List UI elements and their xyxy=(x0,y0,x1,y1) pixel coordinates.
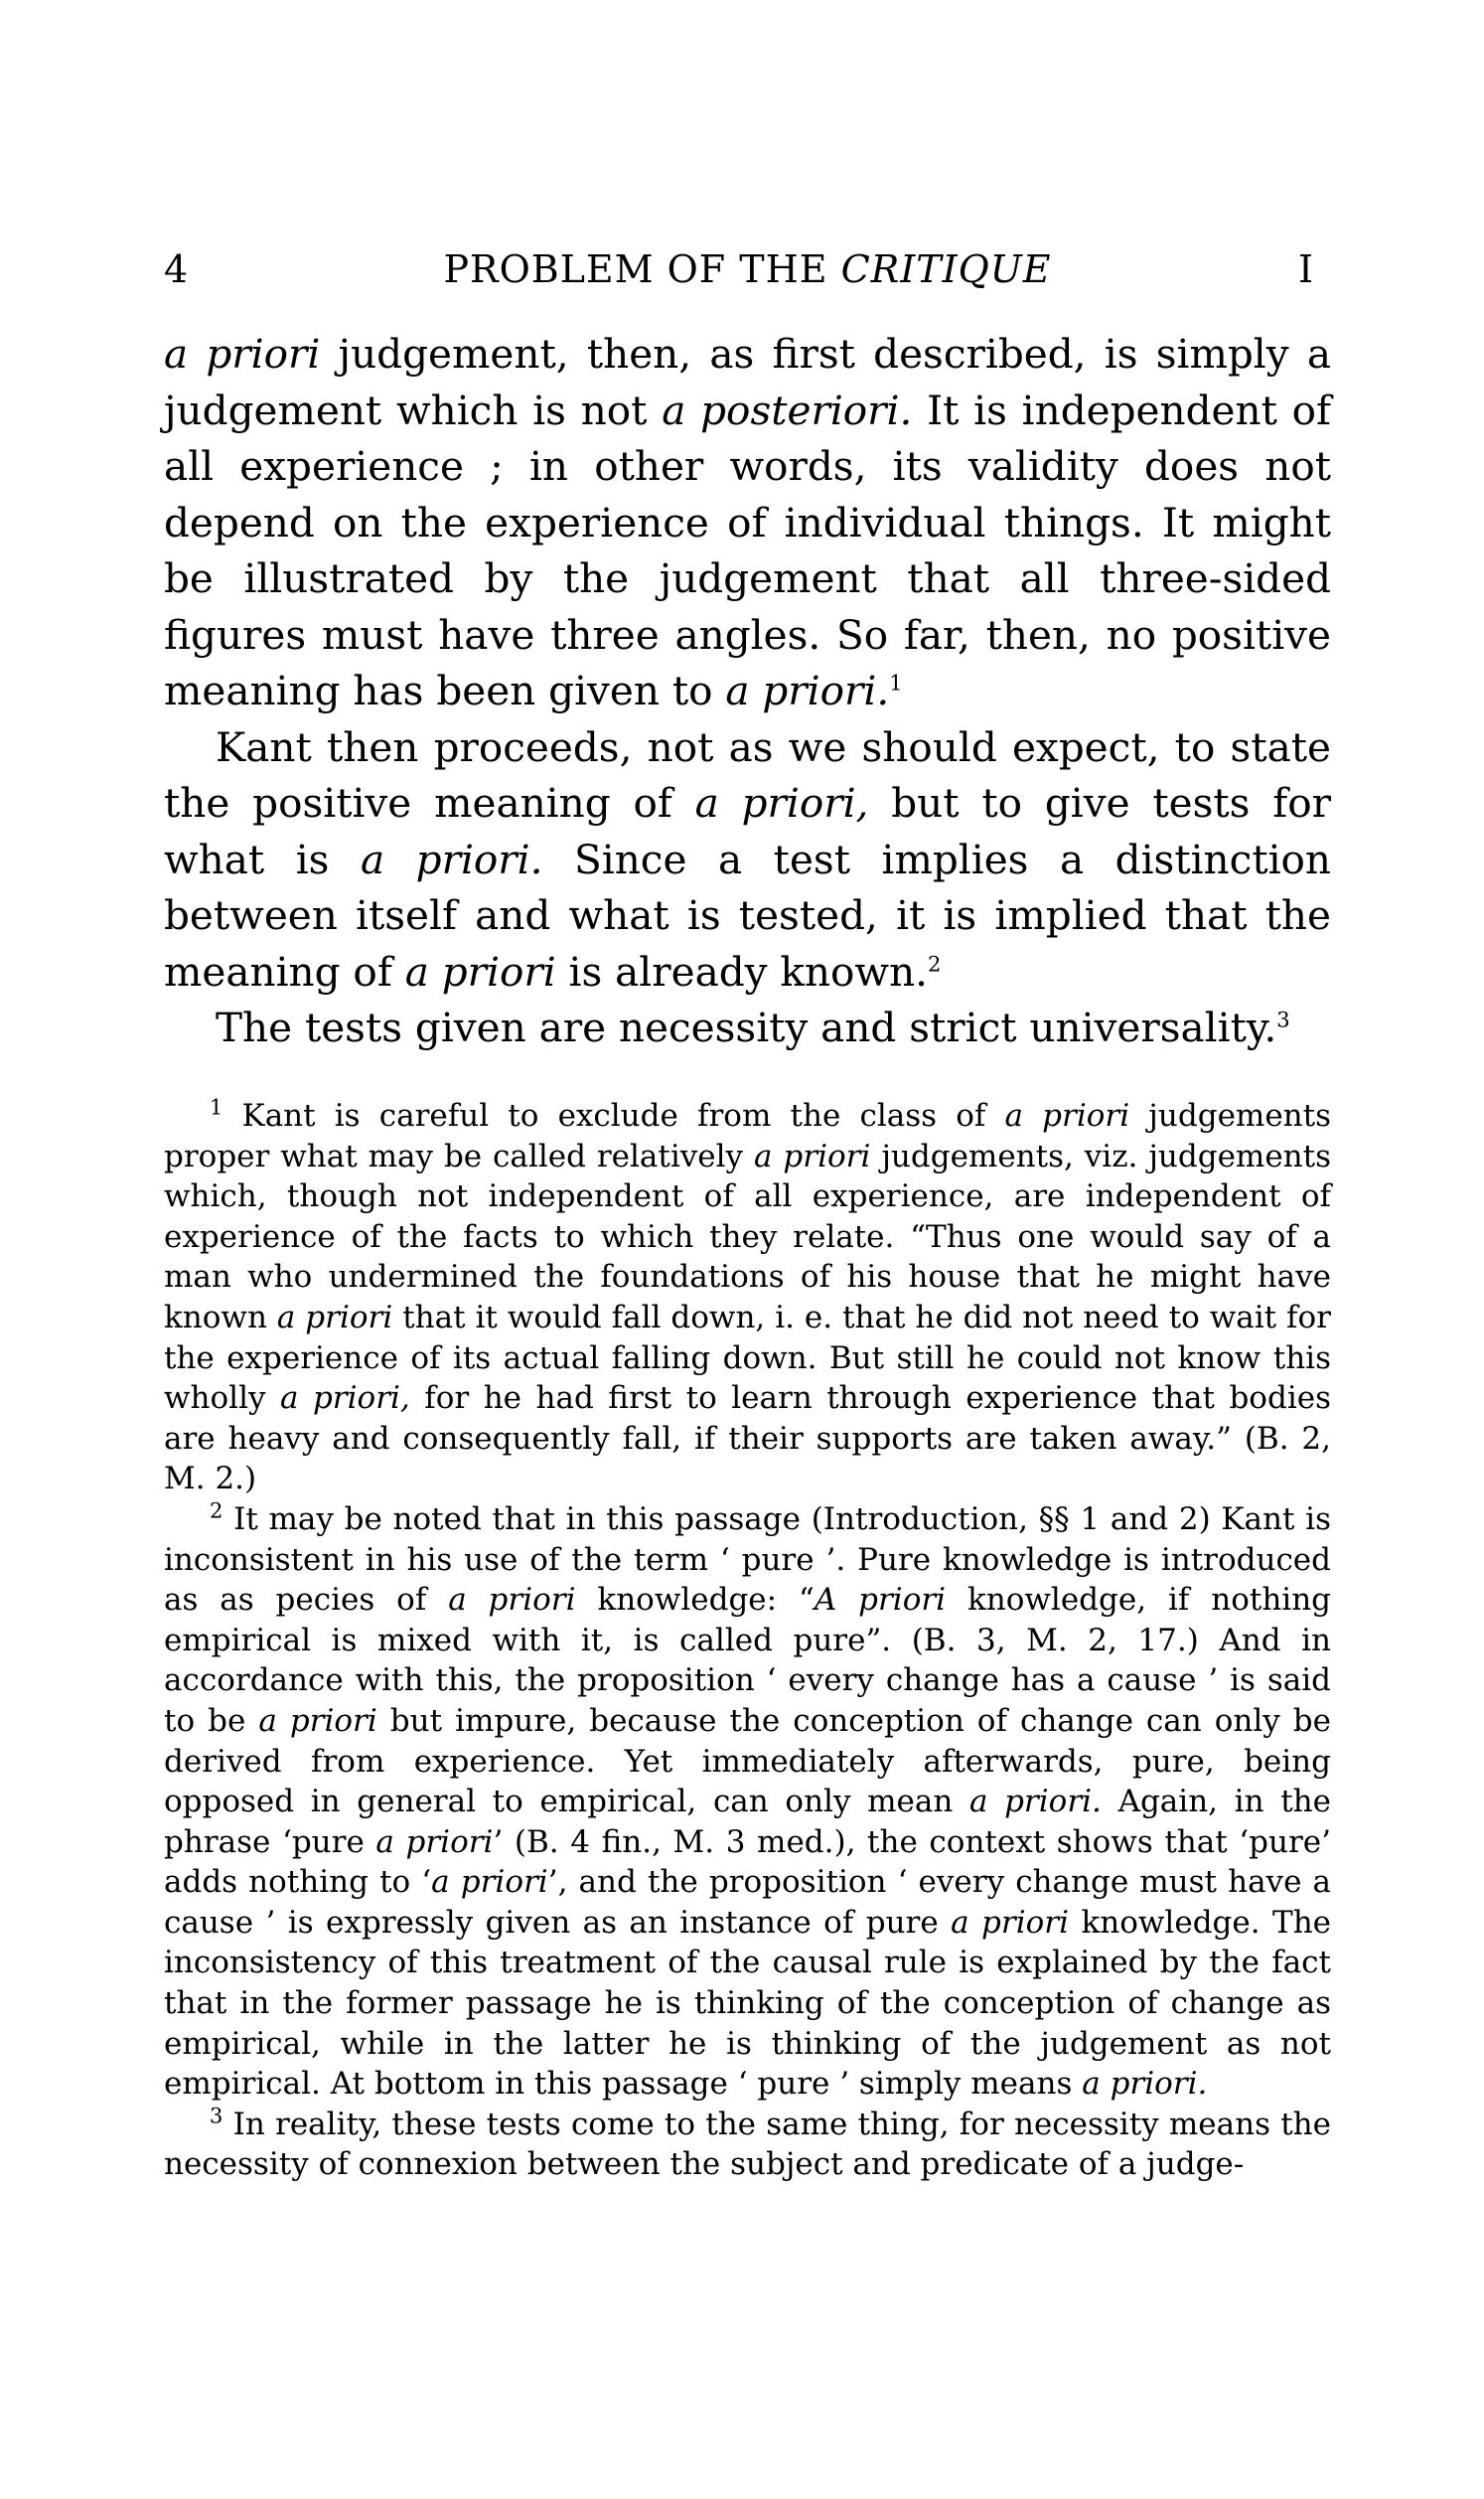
footnote-2 xyxy=(164,1499,1331,2105)
paragraph-3 xyxy=(164,1000,1331,1056)
italic-term: a priori xyxy=(1004,1098,1130,1134)
text-span: Kant is careful to exclude from the class of xyxy=(223,1098,1005,1134)
text-span: that it would fall down, i. e. that he did not need to wait for the experience of its actual falling down. But still he could not know this wholly xyxy=(164,1299,1331,1417)
text-span: The tests given are necessity and strict universality. xyxy=(216,1004,1277,1051)
italic-term: a priori xyxy=(754,1138,871,1174)
footnote-1 xyxy=(164,1096,1331,1499)
text-span: In reality, these tests come to the same thing, for necessity means the necessity of connexion between the subject and predicate of a judge- xyxy=(164,2106,1331,2183)
text-span: ’, and the proposition ‘ every change must have a cause ’ is expressly given as an instance of pure xyxy=(164,1864,1331,1941)
text-span: but impure, because the conception of change can only be derived from experience. Yet immediately afterwards, pure, being opposed in general to empirical, can only mean xyxy=(164,1702,1331,1820)
page-number: 4 xyxy=(164,247,189,291)
text-span: It is independent of all experience ; in other words, its validity does not depend on the experience of individual things. It might be illustrated by the judgement that all three-sided figures must have three angles. So far, then, no positive meaning has been given to xyxy=(164,386,1331,714)
italic-term: a priori, xyxy=(280,1380,410,1417)
footnote-number: 2 xyxy=(210,1498,223,1523)
italic-term: a posteriori. xyxy=(662,386,913,434)
italic-term: A priori xyxy=(814,1582,947,1619)
text-span: Since a test implies a distinction between itself and what is tested, it is implied that the meaning of xyxy=(164,835,1332,996)
footnote-ref-3: 3 xyxy=(1276,1008,1290,1032)
text-span: It may be noted that in this passage (Introduction, §§ 1 and 2) Kant is inconsistent in his use of the term ‘ pure ’. Pure knowledge is introduced as as pecies of xyxy=(164,1500,1331,1619)
italic-term: a priori xyxy=(951,1904,1070,1941)
italic-term: a priori, xyxy=(694,779,869,827)
footnote-3 xyxy=(164,2105,1331,2185)
italic-term: a priori. xyxy=(1082,2066,1208,2103)
text-span: judgements, viz. judgements which, though not independent of all experience, are independent of experience of the facts to which they relate. “Thus one would say of a man who undermined the foundations of his house that he might have known xyxy=(164,1138,1332,1335)
text-span: knowledge. The inconsistency of this treatment of the causal rule is explained by the fact that in the former passage he is thinking of the conception of change as empirical, while in the latter he is thinking of the judgement as not empirical. At bottom in this passage ‘ pure ’ simply means xyxy=(164,1904,1332,2103)
footnote-number: 1 xyxy=(210,1095,223,1120)
italic-term: a priori. xyxy=(725,667,890,714)
book-page xyxy=(164,0,1331,2499)
text-span: ’ (B. 4 fin., M. 3 med.), the context shows that ‘pure’ adds nothing to ‘ xyxy=(164,1823,1331,1901)
text-span: for he had first to learn through experience that bodies are heavy and consequently fall, if their supports are taken away.” (B. 2, M. 2.) xyxy=(164,1380,1331,1497)
text-span: Again, in the phrase ‘pure xyxy=(164,1784,1331,1860)
footnotes xyxy=(164,1096,1331,2185)
italic-term: a priori. xyxy=(968,1784,1102,1820)
italic-term: a priori xyxy=(258,1702,377,1739)
chapter-number: I xyxy=(1297,247,1313,291)
footnote-ref-1: 1 xyxy=(889,671,903,696)
text-span: judgement, then, as first described, is simply a judgement which is not xyxy=(164,330,1331,434)
text-span: Kant then proceeds, not as we should expect, to state the positive meaning of xyxy=(164,722,1331,827)
running-title-plain: PROBLEM OF THE xyxy=(443,247,841,291)
running-title-italic: CRITIQUE xyxy=(840,247,1052,291)
paragraph-1 xyxy=(164,326,1331,719)
footnote-ref-2: 2 xyxy=(928,952,942,976)
italic-term: a priori xyxy=(448,1582,576,1619)
text-span: but to give tests for what is xyxy=(164,779,1332,883)
text-span: judgements proper what may be called relatively xyxy=(164,1098,1331,1174)
paragraph-2 xyxy=(164,719,1331,1001)
italic-term: a priori xyxy=(404,947,556,996)
text-span: knowledge, if nothing empirical is mixed with it, is called pure”. (B. 3, M. 2, 17.) And in accordance with this, the proposition ‘ every change has a cause ’ is said to be xyxy=(164,1582,1332,1739)
running-title xyxy=(164,244,1331,294)
running-head xyxy=(164,244,1331,294)
italic-term: a priori xyxy=(431,1864,548,1901)
italic-term: a priori xyxy=(164,330,321,378)
italic-term: a priori. xyxy=(360,835,543,883)
main-text xyxy=(164,326,1331,1056)
text-span: is already known. xyxy=(555,947,929,996)
italic-term: a priori xyxy=(375,1823,494,1860)
text-span: knowledge: “ xyxy=(575,1582,815,1619)
italic-term: a priori xyxy=(276,1299,393,1335)
footnote-number: 3 xyxy=(210,2104,223,2128)
